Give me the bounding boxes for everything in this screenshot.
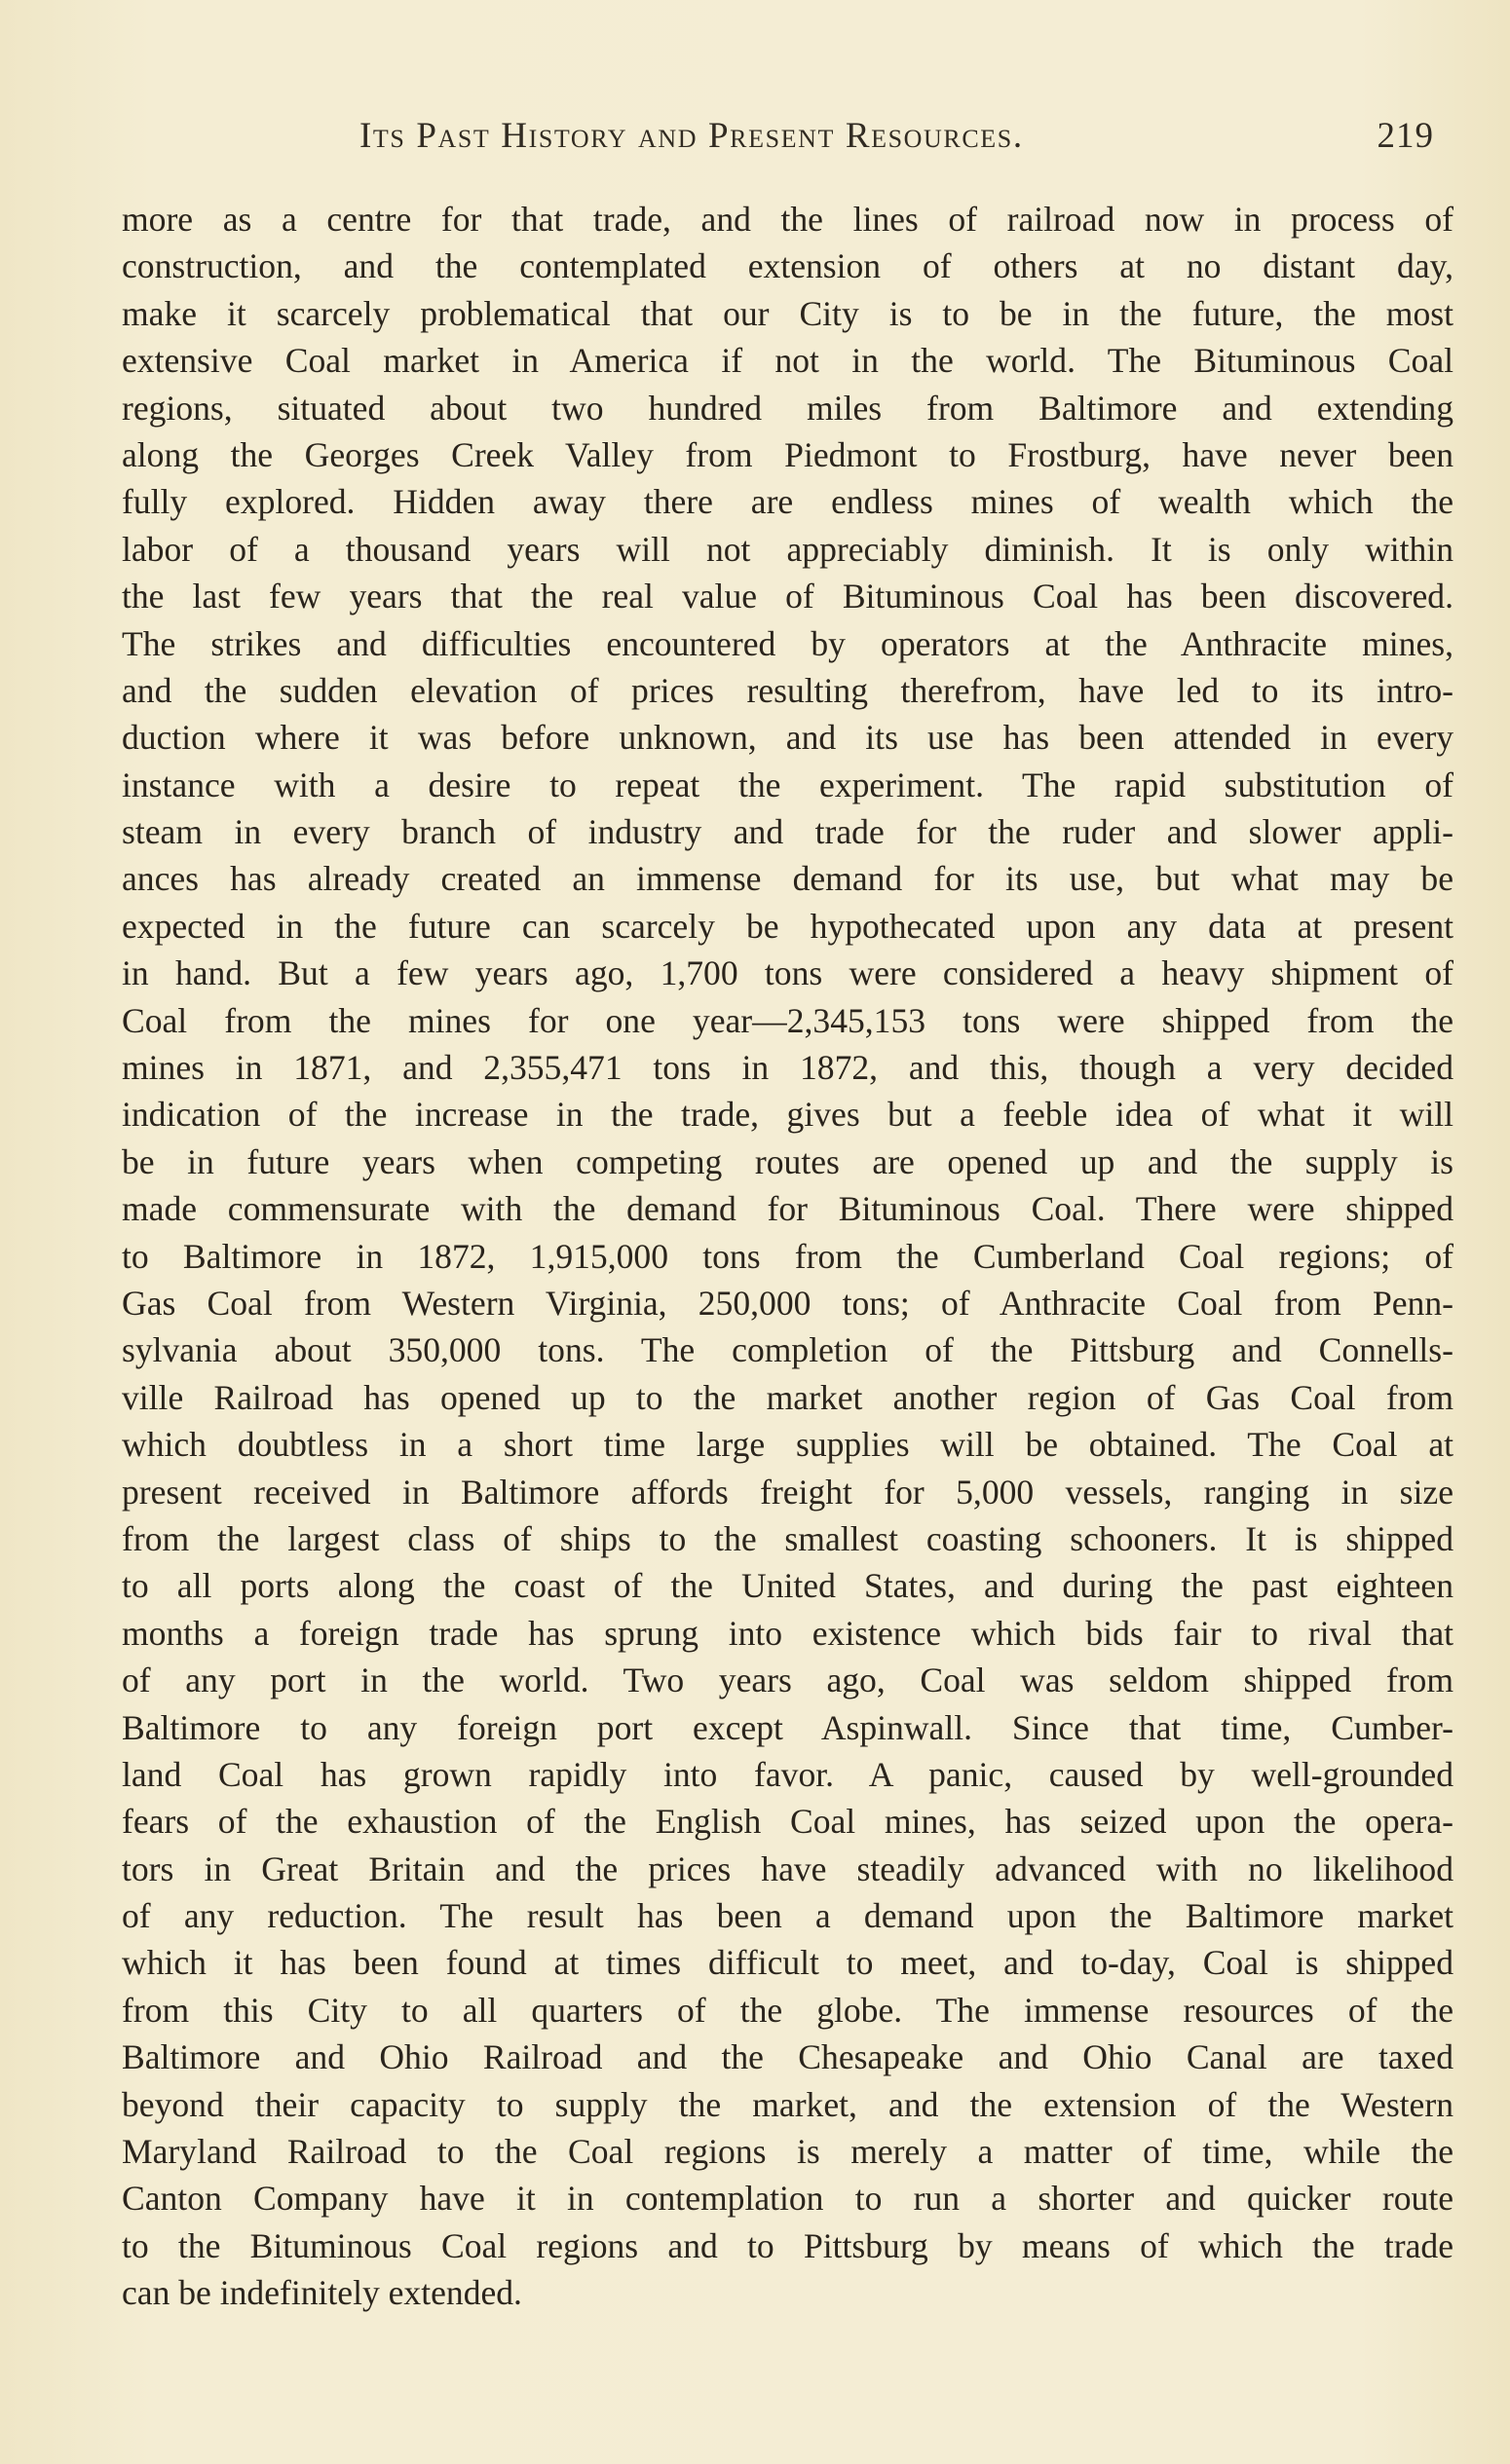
- text-line: mines in 1871, and 2,355,471 tons in 1872, and this, though a very decided: [122, 1048, 1453, 1088]
- text-line: can be indefinitely extended.: [122, 2273, 522, 2313]
- text-line: ville Railroad has opened up to the market another region of Gas Coal from: [122, 1377, 1453, 1417]
- text-line: labor of a thousand years will not appreciably diminish. It is only within: [122, 529, 1453, 569]
- text-line: steam in every branch of industry and trade for the ruder and slower appli-: [122, 812, 1453, 852]
- text-line: regions, situated about two hundred miles from Baltimore and extending: [122, 388, 1453, 428]
- text-line: fully explored. Hidden away there are endless mines of wealth which the: [122, 482, 1453, 522]
- text-line: land Coal has grown rapidly into favor. A panic, caused by well-grounded: [122, 1754, 1453, 1794]
- text-line: Gas Coal from Western Virginia, 250,000 tons; of Anthracite Coal from Penn-: [122, 1283, 1453, 1323]
- text-line: make it scarcely problematical that our City is to be in the future, the most: [122, 293, 1453, 333]
- text-line: extensive Coal market in America if not in the world. The Bituminous Coal: [122, 341, 1453, 381]
- text-line: along the Georges Creek Valley from Piedmont to Frostburg, have never been: [122, 434, 1453, 474]
- text-line: tors in Great Britain and the prices have steadily advanced with no likelihood: [122, 1848, 1453, 1888]
- page-header: [122, 115, 1434, 164]
- text-line: expected in the future can scarcely be hypothecated upon any data at present: [122, 906, 1453, 946]
- text-line: Maryland Railroad to the Coal regions is merely a matter of time, while the: [122, 2132, 1453, 2172]
- text-line: from the largest class of ships to the smallest coasting schooners. It is shipped: [122, 1518, 1453, 1558]
- text-line: sylvania about 350,000 tons. The completion of the Pittsburg and Connells-: [122, 1330, 1453, 1370]
- text-line: to all ports along the coast of the United States, and during the past eighteen: [122, 1566, 1453, 1606]
- text-line: to the Bituminous Coal regions and to Pittsburg by means of which the trade: [122, 2225, 1453, 2265]
- text-line: be in future years when competing routes are opened up and the supply is: [122, 1141, 1453, 1181]
- text-line: instance with a desire to repeat the experiment. The rapid substitution of: [122, 765, 1453, 804]
- text-line: beyond their capacity to supply the market, and the extension of the Western: [122, 2084, 1453, 2124]
- text-line: Coal from the mines for one year—2,345,153 tons were shipped from the: [122, 1000, 1453, 1040]
- text-line: to Baltimore in 1872, 1,915,000 tons from the Cumberland Coal regions; of: [122, 1236, 1453, 1276]
- text-line: of any reduction. The result has been a demand upon the Baltimore market: [122, 1896, 1453, 1936]
- text-line: construction, and the contemplated extension of others at no distant day,: [122, 246, 1453, 286]
- text-line: fears of the exhaustion of the English Coal mines, has seized upon the opera-: [122, 1802, 1453, 1842]
- text-line: present received in Baltimore affords freight for 5,000 vessels, ranging in size: [122, 1472, 1453, 1512]
- text-line: Canton Company have it in contemplation to run a shorter and quicker route: [122, 2179, 1453, 2219]
- text-line: duction where it was before unknown, and its use has been attended in every: [122, 718, 1453, 758]
- text-line: and the sudden elevation of prices resulting therefrom, have led to its intro-: [122, 670, 1453, 710]
- text-line: more as a centre for that trade, and the lines of railroad now in process of: [122, 200, 1453, 239]
- text-line: which doubtless in a short time large supplies will be obtained. The Coal at: [122, 1425, 1453, 1465]
- body-text: [122, 196, 1453, 2317]
- text-line: Baltimore and Ohio Railroad and the Chesapeake and Ohio Canal are taxed: [122, 2037, 1453, 2077]
- text-line: the last few years that the real value of Bituminous Coal has been discovered.: [122, 577, 1453, 616]
- text-line: made commensurate with the demand for Bituminous Coal. There were shipped: [122, 1189, 1453, 1229]
- text-line: in hand. But a few years ago, 1,700 tons were considered a heavy shipment of: [122, 953, 1453, 993]
- text-line: which it has been found at times difficult to meet, and to-day, Coal is shipped: [122, 1943, 1453, 1983]
- text-line: The strikes and difficulties encountered by operators at the Anthracite mines,: [122, 623, 1453, 663]
- text-line: indication of the increase in the trade, gives but a feeble idea of what it will: [122, 1095, 1453, 1135]
- page-number: 219: [1377, 116, 1434, 156]
- text-line: ances has already created an immense demand for its use, but what may be: [122, 859, 1453, 899]
- text-line: from this City to all quarters of the globe. The immense resources of the: [122, 1990, 1453, 2030]
- running-head: Its Past History and Present Resources.: [359, 116, 1024, 156]
- text-line: Baltimore to any foreign port except Aspinwall. Since that time, Cumber-: [122, 1707, 1453, 1747]
- text-line: months a foreign trade has sprung into existence which bids fair to rival that: [122, 1613, 1453, 1653]
- text-line: of any port in the world. Two years ago, Coal was seldom shipped from: [122, 1661, 1453, 1700]
